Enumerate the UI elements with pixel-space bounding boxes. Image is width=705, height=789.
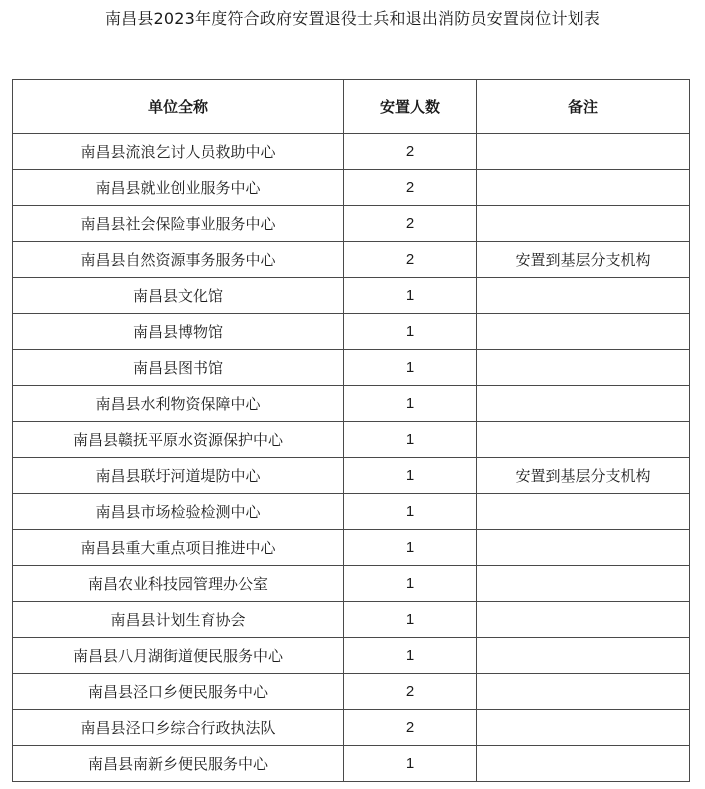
placement-count-cell: 1 xyxy=(344,278,477,314)
unit-name-cell: 南昌县八月湖街道便民服务中心 xyxy=(13,638,344,674)
placement-count-cell: 1 xyxy=(344,422,477,458)
remarks-cell xyxy=(477,206,690,242)
table-row xyxy=(13,674,690,710)
unit-name-cell: 南昌县就业创业服务中心 xyxy=(13,170,344,206)
remarks-cell xyxy=(477,386,690,422)
unit-name-cell: 南昌县重大重点项目推进中心 xyxy=(13,530,344,566)
remarks-cell xyxy=(477,566,690,602)
remarks-cell: 安置到基层分支机构 xyxy=(477,242,690,278)
remarks-cell xyxy=(477,746,690,782)
remarks-cell xyxy=(477,350,690,386)
table-row xyxy=(13,566,690,602)
placement-count-cell: 2 xyxy=(344,242,477,278)
table-header-row xyxy=(13,80,690,134)
unit-name-cell: 南昌农业科技园管理办公室 xyxy=(13,566,344,602)
header-placement-count: 安置人数 xyxy=(344,80,477,134)
unit-name-cell: 南昌县文化馆 xyxy=(13,278,344,314)
table-row xyxy=(13,494,690,530)
placement-count-cell: 1 xyxy=(344,638,477,674)
unit-name-cell: 南昌县联圩河道堤防中心 xyxy=(13,458,344,494)
unit-name-cell: 南昌县社会保险事业服务中心 xyxy=(13,206,344,242)
placement-count-cell: 1 xyxy=(344,530,477,566)
placement-count-cell: 2 xyxy=(344,206,477,242)
placement-plan-table xyxy=(12,79,690,782)
table-row xyxy=(13,134,690,170)
table-row xyxy=(13,746,690,782)
table-row xyxy=(13,278,690,314)
table-row xyxy=(13,386,690,422)
unit-name-cell: 南昌县市场检验检测中心 xyxy=(13,494,344,530)
table-row xyxy=(13,170,690,206)
table-row xyxy=(13,242,690,278)
placement-count-cell: 1 xyxy=(344,566,477,602)
placement-count-cell: 2 xyxy=(344,134,477,170)
placement-count-cell: 1 xyxy=(344,350,477,386)
placement-count-cell: 1 xyxy=(344,314,477,350)
table-row xyxy=(13,602,690,638)
table-row xyxy=(13,350,690,386)
remarks-cell xyxy=(477,710,690,746)
remarks-cell xyxy=(477,314,690,350)
unit-name-cell: 南昌县泾口乡便民服务中心 xyxy=(13,674,344,710)
remarks-cell xyxy=(477,674,690,710)
unit-name-cell: 南昌县计划生育协会 xyxy=(13,602,344,638)
remarks-cell xyxy=(477,530,690,566)
remarks-cell xyxy=(477,494,690,530)
remarks-cell xyxy=(477,422,690,458)
unit-name-cell: 南昌县流浪乞讨人员救助中心 xyxy=(13,134,344,170)
remarks-cell: 安置到基层分支机构 xyxy=(477,458,690,494)
remarks-cell xyxy=(477,602,690,638)
remarks-cell xyxy=(477,278,690,314)
unit-name-cell: 南昌县图书馆 xyxy=(13,350,344,386)
unit-name-cell: 南昌县赣抚平原水资源保护中心 xyxy=(13,422,344,458)
placement-count-cell: 1 xyxy=(344,458,477,494)
table-row xyxy=(13,458,690,494)
placement-count-cell: 2 xyxy=(344,170,477,206)
placement-count-cell: 1 xyxy=(344,602,477,638)
placement-count-cell: 2 xyxy=(344,710,477,746)
placement-count-cell: 1 xyxy=(344,746,477,782)
unit-name-cell: 南昌县泾口乡综合行政执法队 xyxy=(13,710,344,746)
placement-count-cell: 2 xyxy=(344,674,477,710)
table-row xyxy=(13,710,690,746)
remarks-cell xyxy=(477,134,690,170)
unit-name-cell: 南昌县水利物资保障中心 xyxy=(13,386,344,422)
table-row xyxy=(13,206,690,242)
header-unit-name: 单位全称 xyxy=(13,80,344,134)
table-row xyxy=(13,314,690,350)
document-title: 南昌县2023年度符合政府安置退役士兵和退出消防员安置岗位计划表 xyxy=(104,9,601,28)
placement-count-cell: 1 xyxy=(344,494,477,530)
table-row xyxy=(13,530,690,566)
unit-name-cell: 南昌县南新乡便民服务中心 xyxy=(13,746,344,782)
table-row xyxy=(13,422,690,458)
remarks-cell xyxy=(477,170,690,206)
unit-name-cell: 南昌县自然资源事务服务中心 xyxy=(13,242,344,278)
placement-count-cell: 1 xyxy=(344,386,477,422)
remarks-cell xyxy=(477,638,690,674)
unit-name-cell: 南昌县博物馆 xyxy=(13,314,344,350)
table-row xyxy=(13,638,690,674)
header-remarks: 备注 xyxy=(477,80,690,134)
